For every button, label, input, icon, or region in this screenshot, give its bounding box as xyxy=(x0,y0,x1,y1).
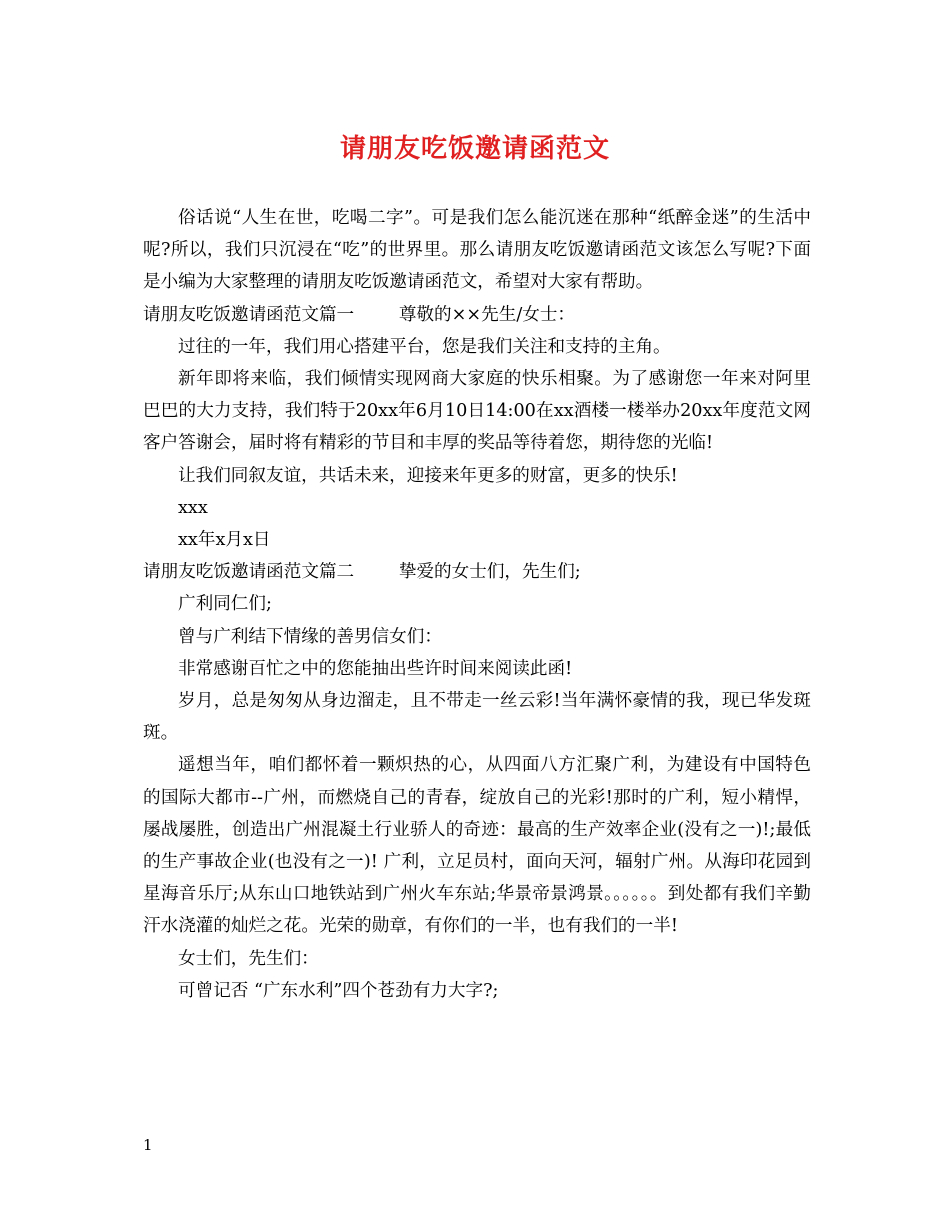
paragraph: 曾与广利结下情缘的善男信女们： xyxy=(178,626,442,647)
paragraph: 广利同仁们; xyxy=(178,594,272,615)
paragraph: 遥想当年，咱们都怀着一颗炽热的心，从四面八方汇聚广利，为建设有中国特色的国际大都市--广州，而燃烧自己的青春，绽放自己的光彩!那时的广利，短小精悍，屡战屡胜，创造出广州混凝土行业骄人的奇迹：最高的生产效率企业(没有之一)!;最低的生产事故企业(也没有之一)! 广利，立足员村，面向天河，辐射广州。从海印花园到星海音乐厅;从东山口地铁站到广州火车东站;华景帝景鸿景。。。。。。到处都有我们辛勤汗水浇灌的灿烂之花。光荣的勋章，有你们的一半，也有我们的一半! xyxy=(143,755,811,937)
paragraph: 非常感谢百忙之中的您能抽出些许时间来阅读此函! xyxy=(178,658,573,679)
document-title: 请朋友吃饭邀请函范文 xyxy=(339,134,610,164)
paragraph: 新年即将来临，我们倾情实现网商大家庭的快乐相聚。为了感谢您一年来对阿里巴巴的大力支持，我们特于20xx年6月10日14:00在xx酒楼一楼举办20xx年度范文网客户答谢会，届时将有精彩的节目和丰厚的奖品等待着您，期待您的光临! xyxy=(143,369,811,454)
paragraph: 过往的一年，我们用心搭建平台，您是我们关注和支持的主角。 xyxy=(178,336,671,357)
paragraph: xx年x月x日 xyxy=(178,530,271,551)
paragraph: xxx xyxy=(178,497,208,518)
paragraph: 女士们，先生们： xyxy=(178,948,319,969)
paragraph: 岁月，总是匆匆从身边溜走，且不带走一丝云彩!当年满怀豪情的我，现已华发斑斑。 xyxy=(143,691,811,744)
document-body xyxy=(143,202,811,1007)
paragraph: 让我们同叙友谊，共话未来，迎接来年更多的财富，更多的快乐! xyxy=(178,465,678,486)
paragraph: 请朋友吃饭邀请函范文篇一 尊敬的××先生/女士： xyxy=(143,304,576,325)
paragraph: 请朋友吃饭邀请函范文篇二 挚爱的女士们，先生们; xyxy=(143,562,581,583)
page-number: 1 xyxy=(143,1136,153,1154)
paragraph: 俗话说“人生在世，吃喝二字”。可是我们怎么能沉迷在那种“纸醉金迷”的生活中呢?所以，我们只沉浸在“吃”的世界里。那么请朋友吃饭邀请函范文该怎么写呢?下面是小编为大家整理的请朋友吃饭邀请函范文，希望对大家有帮助。 xyxy=(143,208,811,293)
paragraph: 可曾记否 “广东水利”四个苍劲有力大字?; xyxy=(178,980,499,1001)
